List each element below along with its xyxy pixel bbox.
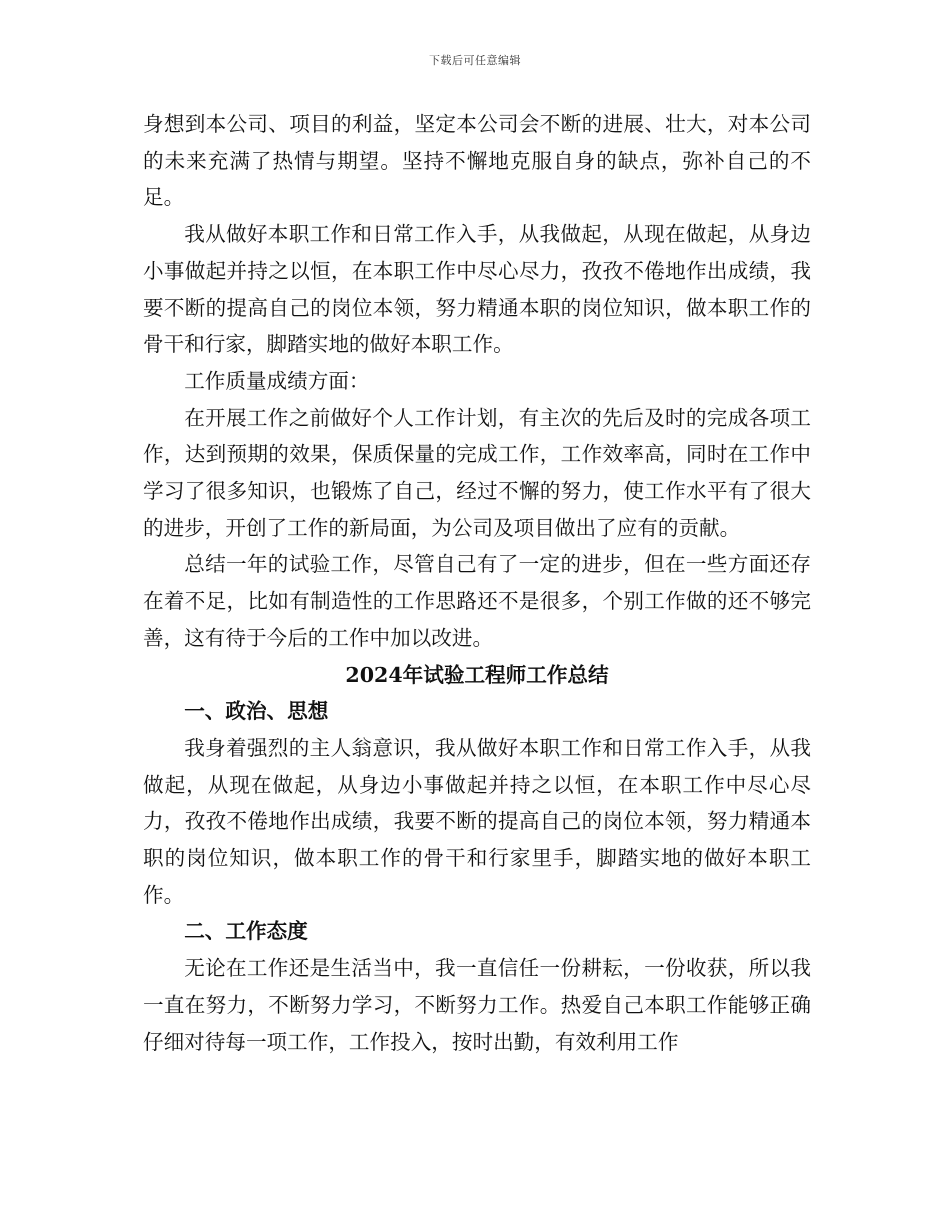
page-header: 下载后可任意编辑 xyxy=(429,54,521,67)
section-heading-politics: 一、政治、思想 xyxy=(184,699,329,724)
document-body xyxy=(143,106,811,1060)
paragraph-work-plan: 在开展工作之前做好个人工作计划，有主次的先后及时的完成各项工作，达到预期的效果，保质保量的完成工作，工作效率高，同时在工作中学习了很多知识，也锻炼了自己，经过不懈的努力，使工作水平有了很大的进步，开创了工作的新局面，为公司及项目做出了应有的贡献。 xyxy=(143,405,811,540)
paragraph-quality-heading: 工作质量成绩方面： xyxy=(184,368,370,393)
section-heading-attitude: 二、工作态度 xyxy=(184,919,308,944)
paragraph-politics-body: 我身着强烈的主人翁意识，我从做好本职工作和日常工作入手，从我做起，从现在做起，从身边小事做起并持之以恒，在本职工作中尽心尽力，孜孜不倦地作出成绩，我要不断的提高自己的岗位本领，努力精通本职的岗位知识，做本职工作的骨干和行家里手，脚踏实地的做好本职工作。 xyxy=(143,735,811,907)
paragraph-continuation: 身想到本公司、项目的利益，坚定本公司会不断的进展、壮大，对本公司的未来充满了热情与期望。坚持不懈地克服自身的缺点，弥补自己的不足。 xyxy=(143,112,811,210)
paragraph-daily-work: 我从做好本职工作和日常工作入手，从我做起，从现在做起，从身边小事做起并持之以恒，在本职工作中尽心尽力，孜孜不倦地作出成绩，我要不断的提高自己的岗位本领，努力精通本职的岗位知识，做本职工作的骨干和行家，脚踏实地的做好本职工作。 xyxy=(143,222,811,357)
paragraph-attitude-body: 无论在工作还是生活当中，我一直信任一份耕耘，一份收获，所以我一直在努力，不断努力学习，不断努力工作。热爱自己本职工作能够正确仔细对待每一项工作，工作投入，按时出勤，有效利用工作 xyxy=(143,956,811,1054)
paragraph-year-summary: 总结一年的试验工作，尽管自己有了一定的进步，但在一些方面还存在着不足，比如有制造性的工作思路还不是很多，个别工作做的还不够完善，这有待于今后的工作中加以改进。 xyxy=(143,552,811,650)
document-title: 2024年试验工程师工作总结 xyxy=(345,662,609,687)
